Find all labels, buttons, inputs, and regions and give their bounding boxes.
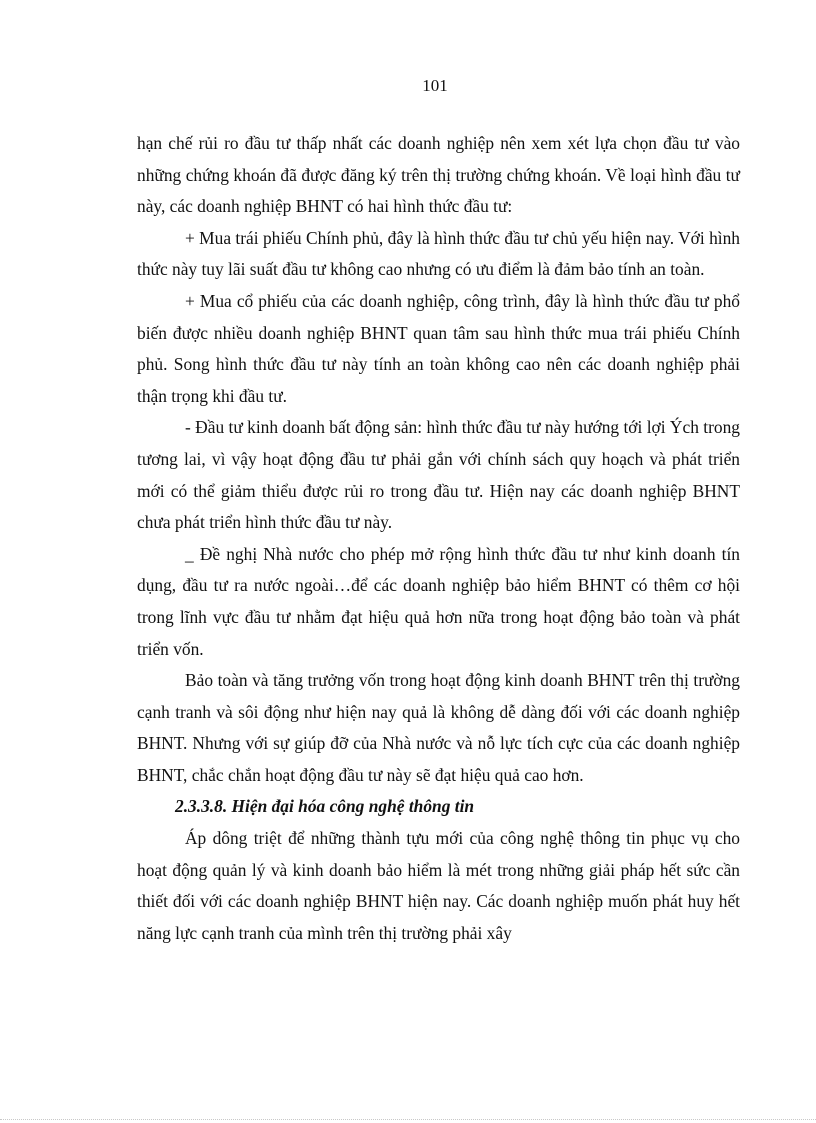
paragraph-continuation: hạn chế rủi ro đầu tư thấp nhất các doanh nghiệp nên xem xét lựa chọn đầu tư vào những chứng khoán đã được đăng ký trên thị trường chứng khoán. Về loại hình đầu tư này, các doanh nghiệp BHNT có hai hình thức đầu tư: bbox=[137, 133, 740, 217]
paragraph-it-modernization: Áp dông triệt để những thành tựu mới của công nghệ thông tin phục vụ cho hoạt động quản lý và kinh doanh bảo hiểm là mét trong những giải pháp hết sức cần thiết đối với các doanh nghiệp BHNT hiện nay. Các doanh nghiệp muốn phát huy hết năng lực cạnh tranh của mình trên thị trường phải xây bbox=[137, 828, 740, 943]
paragraph-government-bonds: + Mua trái phiếu Chính phủ, đây là hình thức đầu tư chủ yếu hiện nay. Với hình thức này tuy lãi suất đầu tư không cao nhưng có ưu điểm là đảm bảo tính an toàn. bbox=[137, 227, 740, 280]
section-heading: 2.3.3.8. Hiện đại hóa công nghệ thông tin bbox=[175, 796, 475, 817]
paragraph-real-estate: - Đầu tư kinh doanh bất động sản: hình thức đầu tư này hướng tới lợi Ých trong tương lai, vì vậy hoạt động đầu tư phải gắn với chính sách quy hoạch và phát triển mới có thể giảm thiểu được rủi ro trong đầu tư. Hiện nay các doanh nghiệp BHNT chưa phát triển hình thức đầu tư này. bbox=[137, 417, 740, 533]
document-body bbox=[137, 128, 740, 949]
page-number: 101 bbox=[422, 76, 448, 95]
paragraph-stocks: + Mua cổ phiếu của các doanh nghiệp, công trình, đây là hình thức đầu tư phổ biến được nhiều doanh nghiệp BHNT quan tâm sau hình thức mua trái phiếu Chính phủ. Song hình thức đầu tư này tính an toàn không cao nên các doanh nghiệp phải thận trọng khi đầu tư. bbox=[137, 290, 740, 406]
page-bottom-divider bbox=[0, 1119, 816, 1120]
paragraph-capital-conservation: Bảo toàn và tăng trưởng vốn trong hoạt động kinh doanh BHNT trên thị trường cạnh tranh và sôi động như hiện nay quả là không dễ dàng đối với các doanh nghiệp BHNT. Nhưng với sự giúp đỡ của Nhà nước và nỗ lực tích cực của các doanh nghiệp BHNT, chắc chắn hoạt động đầu tư này sẽ đạt hiệu quả cao hơn. bbox=[137, 670, 740, 785]
paragraph-proposal: _ Đề nghị Nhà nước cho phép mở rộng hình thức đầu tư như kinh doanh tín dụng, đầu tư ra nước ngoài…để các doanh nghiệp bảo hiểm BHNT có thêm cơ hội trong lĩnh vực đầu tư nhằm đạt hiệu quả hơn nữa trong hoạt động bảo toàn và phát triển vốn. bbox=[137, 543, 740, 659]
